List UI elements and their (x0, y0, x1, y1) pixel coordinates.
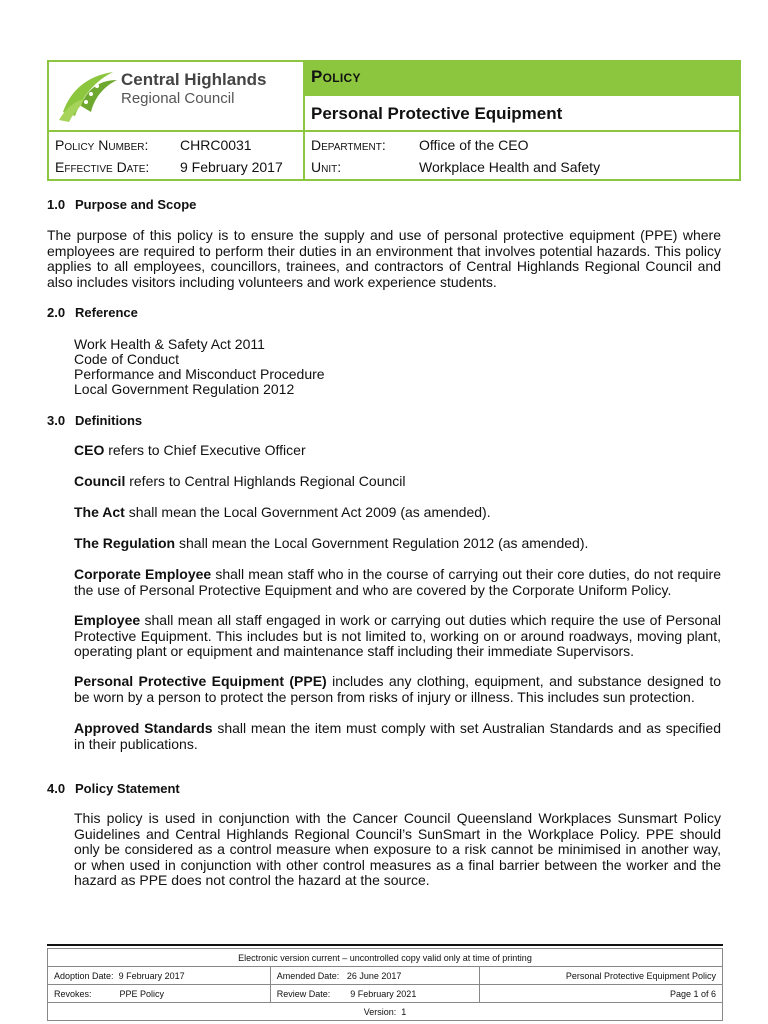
adoption-cell: Adoption Date: 9 February 2017 (48, 967, 271, 985)
logo-cell (49, 62, 305, 130)
footer-table (47, 948, 723, 1021)
definition-item: The Regulation shall mean the Local Government Regulation 2012 (as amended). (74, 535, 589, 551)
doc-title: Personal Protective Equipment (311, 104, 563, 123)
section-4-body: This policy is used in conjunction with the Cancer Council Queensland Workplaces Sunsmart Policy Guidelines and Central Highlands Regional Council’s SunSmart in the Workplace Policy. PPE should only be considered as a control measure when exposure to a risk cannot be minimised in another way, or when used in conjunction with other control measures as a final barrier between the worker and the hazard as PPE does not control the hazard at the source. (74, 810, 721, 889)
definition-item: Corporate Employee shall mean staff who in the course of carrying out their core duties, do not require the use of Personal Protective Equipment and who are covered by the Corporate Uniform Policy. (74, 566, 721, 598)
footer-rule (47, 944, 723, 946)
review-cell: Review Date: 9 February 2021 (270, 985, 479, 1003)
policy-number-label: Policy Number: (55, 137, 149, 153)
version-cell: Version: 1 (48, 1003, 723, 1021)
definition-item: Personal Protective Equipment (PPE) includes any clothing, equipment, and substance designed to be worn by a person to protect the person from risks of injury or illness. This includes sun protection. (74, 673, 721, 705)
policy-meta (49, 130, 739, 181)
policy-header (47, 60, 741, 181)
department-label: Department: (311, 137, 386, 153)
unit-label: Unit: (311, 159, 342, 175)
meta-divider (303, 132, 305, 181)
doc-name-cell: Personal Protective Equipment Policy (480, 967, 723, 985)
definition-item: Approved Standards shall mean the item must comply with set Australian Standards and as specified in their publications. (74, 720, 721, 752)
section-heading-3: 3.0 Definitions (47, 413, 143, 428)
reference-item: Performance and Misconduct Procedure (74, 366, 325, 382)
definition-item: The Act shall mean the Local Government Act 2009 (as amended). (74, 504, 491, 520)
definition-item: CEO refers to Chief Executive Officer (74, 442, 306, 458)
definition-item: Employee shall mean all staff engaged in work or carrying out duties which require the use of Personal Protective Equipment. This includes but is not limited to, working on or around roadways, moving plant, operating plant or equipment and maintenance staff including their immediate Supervisors. (74, 612, 721, 660)
doc-title-cell (305, 94, 739, 130)
effective-date-label: Effective Date: (55, 159, 150, 175)
reference-item: Work Health & Safety Act 2011 (74, 336, 265, 352)
effective-date: 9 February 2017 (180, 159, 283, 175)
section-heading-4: 4.0 Policy Statement (47, 781, 180, 796)
org-name-line1: Central Highlands (121, 70, 267, 89)
section-heading-1: 1.0 Purpose and Scope (47, 197, 197, 212)
amended-cell: Amended Date: 26 June 2017 (270, 967, 479, 985)
council-logo-icon (57, 66, 121, 126)
reference-item: Local Government Regulation 2012 (74, 381, 295, 397)
section-1-body: The purpose of this policy is to ensure the supply and use of personal protective equipment (PPE) where employees are required to perform their duties in an environment that involves potential hazards. This policy applies to all employees, councillors, trainees, and contractors of Central Highlands Regional Council and also includes visitors including volunteers and work experience students. (47, 227, 721, 290)
policy-number: CHRC0031 (180, 137, 252, 153)
doc-type-band (305, 62, 739, 94)
footer-notice: Electronic version current – uncontrolled copy valid only at time of printing (48, 949, 723, 967)
unit: Workplace Health and Safety (419, 159, 601, 175)
section-heading-2: 2.0 Reference (47, 305, 138, 320)
page-number: Page 1 of 6 (480, 985, 723, 1003)
revokes-cell: Revokes: PPE Policy (48, 985, 271, 1003)
reference-item: Code of Conduct (74, 351, 180, 367)
org-name-line2: Regional Council (121, 90, 235, 107)
definition-item: Council refers to Central Highlands Regional Council (74, 473, 406, 489)
doc-type: Policy (311, 67, 361, 86)
department: Office of the CEO (419, 137, 529, 153)
